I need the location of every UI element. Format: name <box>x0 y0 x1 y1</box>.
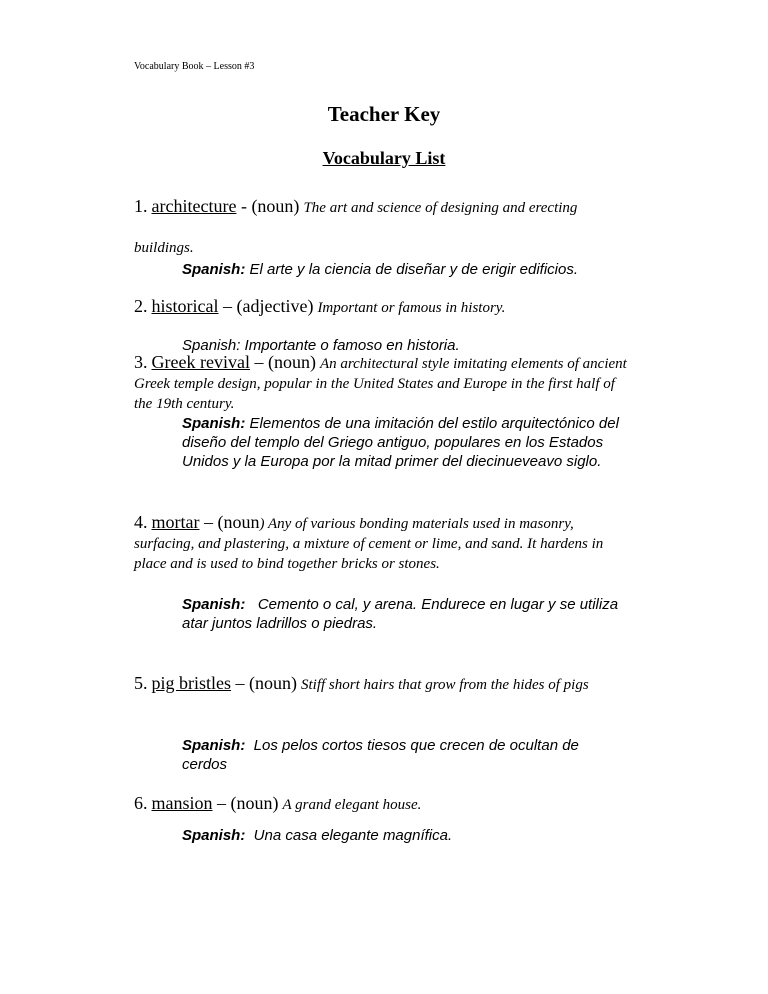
spanish-label: Spanish: <box>182 596 246 613</box>
entry-number: 4. <box>134 512 148 532</box>
entry-term: pig bristles <box>151 673 231 693</box>
spanish-label: Spanish: <box>182 827 246 844</box>
entry-number: 5. <box>134 673 148 693</box>
spanish-translation-3 <box>182 414 622 471</box>
entry-part-of-speech: (noun) <box>230 793 279 813</box>
spanish-label: Spanish: <box>182 737 246 754</box>
entry-part-of-speech: (noun) <box>267 352 316 372</box>
spanish-text: Los pelos cortos tiesos que crecen de ocultan de cerdos <box>182 737 584 773</box>
spanish-translation-4 <box>182 595 622 633</box>
entry-separator: – <box>231 673 249 693</box>
entry-number: 6. <box>134 793 148 813</box>
entry-separator: – <box>199 512 218 532</box>
entry-part-of-speech: (noun) <box>249 673 297 693</box>
spanish-text: Una casa elegante magnífica. <box>249 827 453 844</box>
entry-term: mortar <box>151 512 200 532</box>
vocab-entry-2 <box>134 293 634 322</box>
entry-term: historical <box>151 296 219 316</box>
vocab-entry-4 <box>134 512 634 574</box>
entry-definition: Stiff short hairs that grow from the hides of pigs <box>301 677 589 693</box>
vocab-entry-6 <box>134 790 634 819</box>
spanish-label: Spanish: <box>182 261 246 278</box>
spanish-translation-6 <box>182 826 622 845</box>
entry-separator: – <box>249 352 268 372</box>
entry-part-of-speech: (noun) <box>251 196 300 216</box>
entry-number: 1. <box>134 196 148 216</box>
entry-definition: A grand elegant house. <box>282 797 422 813</box>
entry-part-of-speech: (adjective) <box>236 296 314 316</box>
entry-number: 2. <box>134 296 148 316</box>
running-header: Vocabulary Book – Lesson #3 <box>134 61 255 72</box>
entry-definition: An architectural style imitating elements of ancient Greek temple design, popular in the United States and Europe in the first half of the 19th century. <box>134 356 627 412</box>
entry-separator: – <box>212 793 231 813</box>
spanish-text: Elementos de una imitación del estilo arquitectónico del diseño del templo del Griego antiguo, populares en los Estados Unidos y la Europa por la mitad primer del diecinueveavo siglo. <box>182 415 619 470</box>
entry-definition: Important or famous in history. <box>317 300 506 316</box>
vocab-entry-1 <box>134 188 634 268</box>
entry-term: Greek revival <box>151 352 250 372</box>
spanish-text: Spanish: Importante o famoso en historia. <box>182 337 460 354</box>
spanish-label: Spanish: <box>182 415 246 432</box>
spanish-text: Cemento o cal, y arena. Endurece en lugar y se utiliza atar juntos ladrillos o piedras. <box>182 596 623 632</box>
spanish-translation-1 <box>182 260 622 279</box>
entry-term: mansion <box>151 793 213 813</box>
entry-separator: – <box>218 296 237 316</box>
spanish-text: El arte y la ciencia de diseñar y de erigir edificios. <box>249 261 579 278</box>
entry-definition: ) Any of various bonding materials used in masonry, surfacing, and plastering, a mixture of cement or lime, and sand. It hardens in place and is used to bind together bricks or stones. <box>134 516 604 572</box>
spanish-translation-5 <box>182 736 622 774</box>
entry-separator: - <box>236 196 252 216</box>
page-subtitle: Vocabulary List <box>322 148 446 168</box>
entry-term: architecture <box>151 196 237 216</box>
entry-number: 3. <box>134 352 148 372</box>
vocab-entry-3 <box>134 353 634 414</box>
entry-part-of-speech: (noun <box>217 512 260 532</box>
vocab-entry-5 <box>134 665 634 705</box>
page-title: Teacher Key <box>327 102 441 126</box>
entry-definition: The art and science of designing and erecting buildings. <box>134 200 578 256</box>
